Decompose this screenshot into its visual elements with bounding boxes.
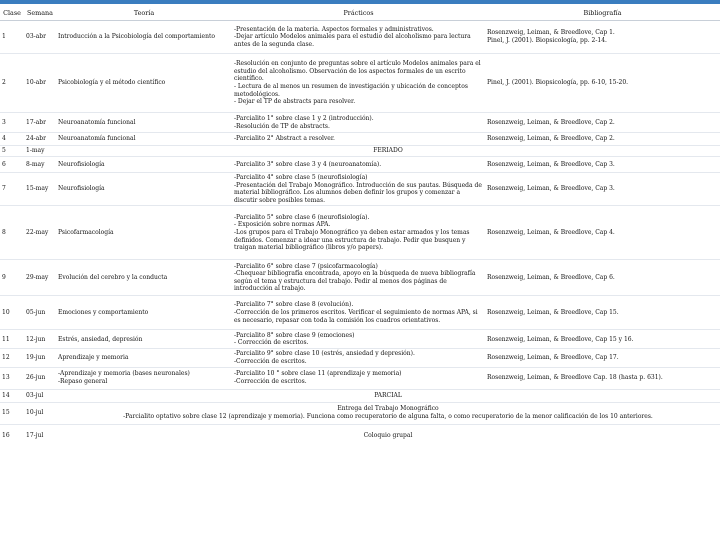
practicos-cell	[232, 260, 485, 296]
bibliografia-cell-line: Rosenzweig, Leiman, & Breedlove, Cap 17.	[487, 354, 619, 362]
teoria-cell	[56, 349, 232, 367]
teoria-cell	[56, 206, 232, 260]
practicos-cell	[232, 330, 485, 349]
semana-cell	[24, 206, 56, 260]
clase-cell-line: 16	[2, 431, 10, 439]
teoria-cell-line: Emociones y comportamiento	[58, 309, 149, 317]
semana-cell-line: 17-jul	[26, 431, 44, 439]
table-header-row	[0, 6, 720, 21]
span-cell-line: FERIADO	[373, 147, 403, 155]
practicos-cell-line: - Dejar el TP de abstracts para resolver.	[234, 98, 356, 106]
practicos-cell-line: -Los grupos para el Trabajo Monográfico ya deben estar armados y los temas definidos. Comenzar a idear una estructura de trabajo. Pedir que busquen y traigan material bibliográfico (libros y/o papers).	[234, 229, 470, 252]
bibliografia-cell	[485, 54, 720, 113]
practicos-cell	[232, 113, 485, 133]
practicos-cell-line: -Parcialito 6° sobre clase 7 (psicofarmacología)	[234, 262, 378, 270]
semana-cell	[24, 389, 56, 402]
table-row	[0, 21, 720, 54]
practicos-cell-line: -Resolución en conjunto de preguntas sobre el artículo Modelos animales para el estudio del alcoholismo. Observación de los aspectos formales de un escrito científico.	[234, 60, 481, 83]
clase-cell	[0, 157, 24, 173]
practicos-cell-line: - Lectura de al menos un resumen de investigación y ubicación de conceptos metodológicos.	[234, 83, 468, 98]
span-cell	[56, 402, 720, 424]
header-practicos: Prácticos	[232, 6, 485, 21]
table-row	[0, 157, 720, 173]
table-row	[0, 296, 720, 330]
practicos-cell-line: -Parcialito 2° Abstract a resolver.	[234, 135, 335, 143]
span-cell	[56, 389, 720, 402]
teoria-cell	[56, 173, 232, 206]
teoria-cell-line: Neurofisiología	[58, 185, 105, 193]
table-row	[0, 146, 720, 157]
practicos-cell-line: -Dejar artículo Modelos animales para el estudio del alcoholismo para lectura antes de la segunda clase.	[234, 33, 471, 48]
semana-cell	[24, 173, 56, 206]
bibliografia-cell	[485, 21, 720, 54]
practicos-cell-line: -Presentación de la materia. Aspectos formales y administrativos.	[234, 25, 434, 33]
clase-cell-line: 15	[2, 409, 10, 417]
teoria-cell	[56, 113, 232, 133]
practicos-cell-line: - Exposición sobre normas APA.	[234, 221, 331, 229]
bibliografia-cell-line: Rosenzweig, Leiman, & Breedlove, Cap 3.	[487, 185, 615, 193]
practicos-cell-line: -Corrección de escritos.	[234, 357, 307, 365]
practicos-cell-line: -Chequear bibliografía encontrada, apoyo en la búsqueda de nueva bibliografía según el tema y estructura del trabajo. Pedir al menos dos páginas de introducción al trabajo.	[234, 270, 476, 293]
teoria-cell-line: -Aprendizaje y memoria (bases neuronales)	[58, 370, 190, 378]
semana-cell-line: 1-may	[26, 147, 45, 155]
teoria-cell-line: Psicofarmacología	[58, 229, 114, 237]
teoria-cell	[56, 133, 232, 146]
practicos-cell	[232, 54, 485, 113]
semana-cell-line: 8-may	[26, 160, 45, 168]
practicos-cell	[232, 349, 485, 367]
semana-cell	[24, 146, 56, 157]
practicos-cell-line: -Parcialito 7° sobre clase 8 (evolución).	[234, 301, 354, 309]
clase-cell-line: 6	[2, 160, 6, 168]
table-row	[0, 349, 720, 367]
bibliografia-cell-line: Rosenzweig, Leiman, & Breedlove, Cap 15.	[487, 309, 619, 317]
practicos-cell-line: -Corrección de los primeros escritos. Verificar el seguimiento de normas APA, si es necesario, repasar con toda la comisión los cuadros orientativos.	[234, 309, 478, 324]
clase-cell	[0, 402, 24, 424]
clase-cell-line: 3	[2, 118, 6, 126]
bibliografia-cell-line: Rosenzweig, Leiman, & Breedlove, Cap 6.	[487, 274, 615, 282]
clase-cell-line: 8	[2, 229, 6, 237]
teoria-cell-line: Estrés, ansiedad, depresión	[58, 335, 143, 343]
teoria-cell-line: -Repaso general	[58, 378, 108, 386]
clase-cell	[0, 349, 24, 367]
bibliografia-cell	[485, 367, 720, 389]
clase-cell-line: 4	[2, 135, 6, 143]
semana-cell	[24, 54, 56, 113]
semana-cell-line: 03-abr	[26, 33, 46, 41]
bibliografia-cell	[485, 330, 720, 349]
semana-cell-line: 17-abr	[26, 118, 46, 126]
practicos-cell-line: -Corrección de escritos.	[234, 378, 307, 386]
clase-cell	[0, 54, 24, 113]
semana-cell-line: 29-may	[26, 274, 49, 282]
header-semana: Semana	[24, 6, 56, 21]
clase-cell	[0, 424, 24, 446]
table-row	[0, 54, 720, 113]
clase-cell-line: 9	[2, 274, 6, 282]
teoria-cell	[56, 296, 232, 330]
clase-cell	[0, 367, 24, 389]
table-row	[0, 260, 720, 296]
table-row	[0, 424, 720, 446]
table-row	[0, 133, 720, 146]
practicos-cell	[232, 21, 485, 54]
bibliografia-cell	[485, 133, 720, 146]
semana-cell-line: 03-jul	[26, 391, 44, 399]
bibliografia-cell	[485, 113, 720, 133]
table-row	[0, 206, 720, 260]
practicos-cell-line: - Corrección de escritos.	[234, 339, 309, 347]
teoria-cell-line: Psicobiología y el método científico	[58, 79, 166, 87]
clase-cell	[0, 113, 24, 133]
table-row	[0, 113, 720, 133]
practicos-cell	[232, 133, 485, 146]
clase-cell	[0, 296, 24, 330]
semana-cell	[24, 260, 56, 296]
bibliografia-cell-line: Rosenzweig, Leiman, & Breedlove, Cap 15 y 16.	[487, 335, 634, 343]
span-cell	[56, 424, 720, 446]
teoria-cell	[56, 157, 232, 173]
clase-cell	[0, 389, 24, 402]
practicos-cell	[232, 173, 485, 206]
semana-cell	[24, 157, 56, 173]
semana-cell-line: 10-jul	[26, 409, 44, 417]
teoria-cell-line: Neuroanatomía funcional	[58, 135, 136, 143]
practicos-cell-line: -Presentación del Trabajo Monográfico. Introducción de sus pautas. Búsqueda de material bibliográfico. Los alumnos deben definir los grupos y comenzar a discutir sobre posibles temas.	[234, 181, 482, 204]
semana-cell	[24, 133, 56, 146]
table-row	[0, 367, 720, 389]
span-cell-line: Entrega del Trabajo Monográfico	[337, 405, 439, 413]
table-row	[0, 389, 720, 402]
bibliografia-cell	[485, 260, 720, 296]
clase-cell	[0, 260, 24, 296]
practicos-cell-line: -Parcialito 5° sobre clase 6 (neurofisiología).	[234, 213, 370, 221]
practicos-cell	[232, 296, 485, 330]
bibliografia-cell-line: Rosenzweig, Leiman, & Breedlove, Cap 2.	[487, 135, 615, 143]
bibliografia-cell-line: Rosenzweig, Leiman, & Breedlove, Cap 2.	[487, 118, 615, 126]
teoria-cell	[56, 330, 232, 349]
semana-cell	[24, 402, 56, 424]
clase-cell	[0, 133, 24, 146]
teoria-cell	[56, 21, 232, 54]
semana-cell	[24, 367, 56, 389]
clase-cell-line: 12	[2, 354, 10, 362]
practicos-cell-line: -Parcialito 3° sobre clase 3 y 4 (neuroanatomía).	[234, 160, 382, 168]
header-bibliografia: Bibliografía	[485, 6, 720, 21]
practicos-cell	[232, 157, 485, 173]
semana-cell	[24, 296, 56, 330]
teoria-cell-line: Neurofisiología	[58, 160, 105, 168]
practicos-cell-line: -Resolución de TP de abstracts.	[234, 122, 330, 130]
teoria-cell	[56, 54, 232, 113]
semana-cell	[24, 424, 56, 446]
clase-cell-line: 14	[2, 391, 10, 399]
table-row	[0, 330, 720, 349]
semana-cell-line: 10-abr	[26, 79, 46, 87]
clase-cell-line: 7	[2, 185, 6, 193]
semana-cell	[24, 21, 56, 54]
span-cell-line: -Parcialito optativo sobre clase 12 (aprendizaje y memoria). Funciona como recuperatorio de alguna falta, o como recuperatorio de la menor calificación de los 10 anteriores.	[123, 413, 653, 421]
clase-cell	[0, 21, 24, 54]
bibliografia-cell-line: Rosenzweig, Leiman, & Breedlove Cap. 18 (hasta p. 631).	[487, 374, 663, 382]
bibliografia-cell	[485, 157, 720, 173]
bibliografia-cell	[485, 349, 720, 367]
bibliografia-cell	[485, 206, 720, 260]
clase-cell-line: 5	[2, 147, 6, 155]
semana-cell	[24, 349, 56, 367]
clase-cell	[0, 146, 24, 157]
table-row	[0, 173, 720, 206]
semana-cell-line: 15-may	[26, 185, 49, 193]
span-cell-line: PARCIAL	[374, 391, 402, 399]
practicos-cell-line: -Parcialito 10 ° sobre clase 11 (aprendizaje y memoria)	[234, 370, 402, 378]
clase-cell	[0, 330, 24, 349]
top-accent-bar	[0, 0, 720, 4]
bibliografia-cell-line: Rosenzweig, Leiman, & Breedlove, Cap 1.	[487, 29, 615, 37]
teoria-cell-line: Neuroanatomía funcional	[58, 118, 136, 126]
semana-cell-line: 12-jun	[26, 335, 46, 343]
clase-cell-line: 13	[2, 374, 10, 382]
practicos-cell-line: -Parcialito 9° sobre clase 10 (estrés, ansiedad y depresión).	[234, 350, 415, 358]
practicos-cell-line: -Parcialito 4° sobre clase 5 (neurofisiología)	[234, 174, 368, 181]
header-teoria: Teoría	[56, 6, 232, 21]
bibliografia-cell-line: Pinel, J. (2001). Biopsicología, pp. 6-10, 15-20.	[487, 79, 629, 87]
practicos-cell	[232, 206, 485, 260]
clase-cell-line: 11	[2, 335, 10, 343]
teoria-cell-line: Aprendizaje y memoria	[58, 354, 129, 362]
practicos-cell	[232, 367, 485, 389]
semana-cell-line: 26-jun	[26, 374, 46, 382]
clase-cell-line: 10	[2, 309, 10, 317]
span-cell	[56, 146, 720, 157]
clase-cell	[0, 206, 24, 260]
practicos-cell-line: -Parcialito 8° sobre clase 9 (emociones)	[234, 331, 355, 339]
table-row	[0, 402, 720, 424]
bibliografia-cell-line: Rosenzweig, Leiman, & Breedlove, Cap 3.	[487, 160, 615, 168]
semana-cell-line: 24-abr	[26, 135, 46, 143]
clase-cell	[0, 173, 24, 206]
semana-cell	[24, 113, 56, 133]
teoria-cell-line: Evolución del cerebro y la conducta	[58, 274, 168, 282]
semana-cell-line: 05-jun	[26, 309, 46, 317]
semana-cell	[24, 330, 56, 349]
span-cell-line: Coloquio grupal	[363, 431, 413, 439]
bibliografia-cell-line: Pinel, J. (2001). Biopsicología, pp. 2-14.	[487, 37, 607, 44]
header-clase: Clase	[0, 6, 24, 21]
table-body	[0, 21, 720, 447]
clase-cell-line: 1	[2, 33, 6, 41]
bibliografia-cell	[485, 173, 720, 206]
bibliografia-cell	[485, 296, 720, 330]
teoria-cell	[56, 367, 232, 389]
semana-cell-line: 19-jun	[26, 354, 46, 362]
teoria-cell	[56, 260, 232, 296]
clase-cell-line: 2	[2, 79, 6, 87]
schedule-table	[0, 6, 720, 446]
teoria-cell-line: Introducción a la Psicobiología del comportamiento	[58, 33, 215, 41]
practicos-cell-line: -Parcialito 1° sobre clase 1 y 2 (introducción).	[234, 114, 374, 122]
bibliografia-cell-line: Rosenzweig, Leiman, & Breedlove, Cap 4.	[487, 229, 615, 237]
semana-cell-line: 22-may	[26, 229, 49, 237]
